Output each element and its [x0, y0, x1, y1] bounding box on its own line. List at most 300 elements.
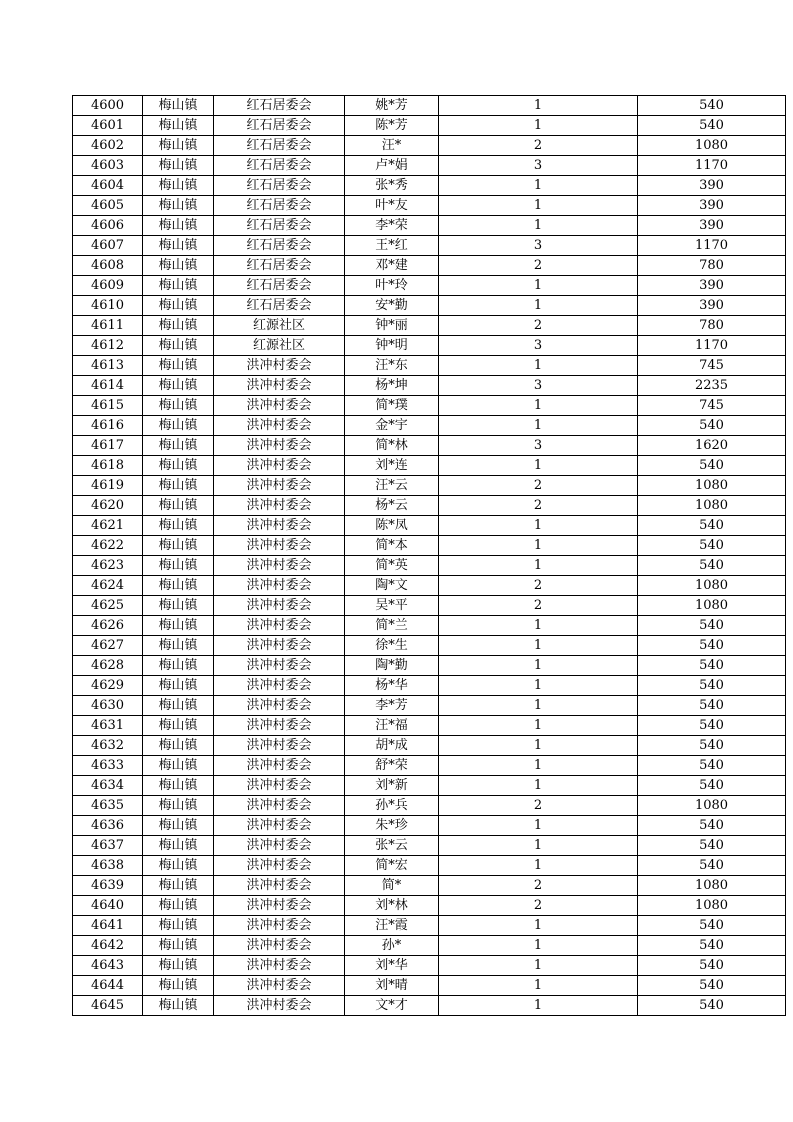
household-count-cell: 1 — [439, 536, 638, 556]
name-cell: 舒*荣 — [345, 756, 439, 776]
name-cell: 张*云 — [345, 836, 439, 856]
amount-cell: 390 — [638, 216, 786, 236]
name-cell: 陶*勤 — [345, 656, 439, 676]
amount-cell: 1080 — [638, 136, 786, 156]
name-cell: 王*红 — [345, 236, 439, 256]
table-row — [73, 416, 786, 436]
table-row — [73, 176, 786, 196]
name-cell: 叶*友 — [345, 196, 439, 216]
serial-number-cell: 4614 — [73, 376, 143, 396]
name-cell: 文*才 — [345, 996, 439, 1016]
serial-number-cell: 4628 — [73, 656, 143, 676]
village-committee-cell: 洪冲村委会 — [214, 896, 345, 916]
amount-cell: 540 — [638, 856, 786, 876]
amount-cell: 540 — [638, 976, 786, 996]
name-cell: 孙* — [345, 936, 439, 956]
serial-number-cell: 4636 — [73, 816, 143, 836]
table-row — [73, 316, 786, 336]
village-committee-cell: 洪冲村委会 — [214, 816, 345, 836]
serial-number-cell: 4634 — [73, 776, 143, 796]
amount-cell: 390 — [638, 176, 786, 196]
amount-cell: 540 — [638, 416, 786, 436]
table-row — [73, 576, 786, 596]
village-committee-cell: 红石居委会 — [214, 216, 345, 236]
amount-cell: 540 — [638, 736, 786, 756]
amount-cell: 390 — [638, 296, 786, 316]
table-row — [73, 956, 786, 976]
serial-number-cell: 4616 — [73, 416, 143, 436]
household-count-cell: 2 — [439, 496, 638, 516]
town-cell: 梅山镇 — [143, 96, 214, 116]
serial-number-cell: 4626 — [73, 616, 143, 636]
name-cell: 汪*云 — [345, 476, 439, 496]
table-row — [73, 536, 786, 556]
village-committee-cell: 洪冲村委会 — [214, 876, 345, 896]
village-committee-cell: 洪冲村委会 — [214, 656, 345, 676]
amount-cell: 390 — [638, 196, 786, 216]
household-count-cell: 1 — [439, 836, 638, 856]
serial-number-cell: 4643 — [73, 956, 143, 976]
household-count-cell: 2 — [439, 136, 638, 156]
name-cell: 叶*玲 — [345, 276, 439, 296]
town-cell: 梅山镇 — [143, 516, 214, 536]
amount-cell: 540 — [638, 656, 786, 676]
name-cell: 简* — [345, 876, 439, 896]
table-row — [73, 376, 786, 396]
serial-number-cell: 4603 — [73, 156, 143, 176]
household-count-cell: 1 — [439, 196, 638, 216]
serial-number-cell: 4605 — [73, 196, 143, 216]
name-cell: 卢*娟 — [345, 156, 439, 176]
table-row — [73, 716, 786, 736]
household-count-cell: 1 — [439, 356, 638, 376]
name-cell: 简*林 — [345, 436, 439, 456]
household-count-cell: 1 — [439, 636, 638, 656]
village-committee-cell: 红石居委会 — [214, 136, 345, 156]
table-row — [73, 556, 786, 576]
household-count-cell: 1 — [439, 296, 638, 316]
town-cell: 梅山镇 — [143, 876, 214, 896]
serial-number-cell: 4635 — [73, 796, 143, 816]
table-row — [73, 736, 786, 756]
town-cell: 梅山镇 — [143, 256, 214, 276]
town-cell: 梅山镇 — [143, 476, 214, 496]
serial-number-cell: 4607 — [73, 236, 143, 256]
household-count-cell: 1 — [439, 856, 638, 876]
serial-number-cell: 4611 — [73, 316, 143, 336]
amount-cell: 540 — [638, 616, 786, 636]
village-committee-cell: 红石居委会 — [214, 96, 345, 116]
village-committee-cell: 洪冲村委会 — [214, 996, 345, 1016]
household-count-cell: 1 — [439, 656, 638, 676]
town-cell: 梅山镇 — [143, 136, 214, 156]
table-row — [73, 916, 786, 936]
serial-number-cell: 4630 — [73, 696, 143, 716]
amount-cell: 540 — [638, 836, 786, 856]
table-row — [73, 476, 786, 496]
household-count-cell: 3 — [439, 156, 638, 176]
village-committee-cell: 洪冲村委会 — [214, 956, 345, 976]
village-committee-cell: 洪冲村委会 — [214, 496, 345, 516]
village-committee-cell: 洪冲村委会 — [214, 376, 345, 396]
amount-cell: 540 — [638, 816, 786, 836]
village-committee-cell: 洪冲村委会 — [214, 476, 345, 496]
table-row — [73, 116, 786, 136]
name-cell: 简*宏 — [345, 856, 439, 876]
table-row — [73, 276, 786, 296]
serial-number-cell: 4618 — [73, 456, 143, 476]
name-cell: 刘*林 — [345, 896, 439, 916]
village-committee-cell: 洪冲村委会 — [214, 596, 345, 616]
town-cell: 梅山镇 — [143, 536, 214, 556]
serial-number-cell: 4608 — [73, 256, 143, 276]
amount-cell: 745 — [638, 396, 786, 416]
table-row — [73, 496, 786, 516]
household-count-cell: 1 — [439, 976, 638, 996]
table-row — [73, 856, 786, 876]
amount-cell: 540 — [638, 776, 786, 796]
serial-number-cell: 4619 — [73, 476, 143, 496]
name-cell: 金*宇 — [345, 416, 439, 436]
household-count-cell: 3 — [439, 336, 638, 356]
town-cell: 梅山镇 — [143, 696, 214, 716]
village-committee-cell: 洪冲村委会 — [214, 736, 345, 756]
village-committee-cell: 洪冲村委会 — [214, 356, 345, 376]
amount-cell: 1080 — [638, 596, 786, 616]
name-cell: 汪*东 — [345, 356, 439, 376]
household-count-cell: 3 — [439, 436, 638, 456]
serial-number-cell: 4637 — [73, 836, 143, 856]
town-cell: 梅山镇 — [143, 196, 214, 216]
name-cell: 简*兰 — [345, 616, 439, 636]
town-cell: 梅山镇 — [143, 916, 214, 936]
village-committee-cell: 红石居委会 — [214, 236, 345, 256]
amount-cell: 1080 — [638, 476, 786, 496]
amount-cell: 1170 — [638, 156, 786, 176]
table-row — [73, 96, 786, 116]
name-cell: 徐*生 — [345, 636, 439, 656]
table-row — [73, 196, 786, 216]
amount-cell: 540 — [638, 516, 786, 536]
village-committee-cell: 洪冲村委会 — [214, 616, 345, 636]
serial-number-cell: 4617 — [73, 436, 143, 456]
table-row — [73, 696, 786, 716]
village-committee-cell: 红石居委会 — [214, 116, 345, 136]
town-cell: 梅山镇 — [143, 936, 214, 956]
town-cell: 梅山镇 — [143, 616, 214, 636]
name-cell: 杨*云 — [345, 496, 439, 516]
household-count-cell: 2 — [439, 316, 638, 336]
amount-cell: 540 — [638, 116, 786, 136]
table-row — [73, 976, 786, 996]
household-count-cell: 1 — [439, 516, 638, 536]
serial-number-cell: 4606 — [73, 216, 143, 236]
name-cell: 汪*福 — [345, 716, 439, 736]
table-row — [73, 596, 786, 616]
serial-number-cell: 4610 — [73, 296, 143, 316]
roster-table-body — [73, 96, 786, 1016]
amount-cell: 1170 — [638, 336, 786, 356]
town-cell: 梅山镇 — [143, 216, 214, 236]
town-cell: 梅山镇 — [143, 116, 214, 136]
town-cell: 梅山镇 — [143, 396, 214, 416]
household-count-cell: 3 — [439, 236, 638, 256]
amount-cell: 1080 — [638, 876, 786, 896]
serial-number-cell: 4641 — [73, 916, 143, 936]
amount-cell: 390 — [638, 276, 786, 296]
village-committee-cell: 洪冲村委会 — [214, 636, 345, 656]
amount-cell: 540 — [638, 696, 786, 716]
town-cell: 梅山镇 — [143, 176, 214, 196]
household-count-cell: 1 — [439, 736, 638, 756]
amount-cell: 1080 — [638, 896, 786, 916]
table-row — [73, 796, 786, 816]
table-row — [73, 936, 786, 956]
household-count-cell: 1 — [439, 676, 638, 696]
town-cell: 梅山镇 — [143, 336, 214, 356]
name-cell: 胡*成 — [345, 736, 439, 756]
serial-number-cell: 4613 — [73, 356, 143, 376]
name-cell: 简*英 — [345, 556, 439, 576]
name-cell: 李*荣 — [345, 216, 439, 236]
table-row — [73, 616, 786, 636]
town-cell: 梅山镇 — [143, 436, 214, 456]
serial-number-cell: 4629 — [73, 676, 143, 696]
town-cell: 梅山镇 — [143, 716, 214, 736]
table-row — [73, 356, 786, 376]
table-row — [73, 436, 786, 456]
table-row — [73, 656, 786, 676]
village-committee-cell: 红石居委会 — [214, 196, 345, 216]
table-row — [73, 236, 786, 256]
amount-cell: 540 — [638, 536, 786, 556]
serial-number-cell: 4620 — [73, 496, 143, 516]
household-count-cell: 1 — [439, 956, 638, 976]
name-cell: 杨*坤 — [345, 376, 439, 396]
household-count-cell: 1 — [439, 556, 638, 576]
village-committee-cell: 洪冲村委会 — [214, 576, 345, 596]
amount-cell: 540 — [638, 936, 786, 956]
town-cell: 梅山镇 — [143, 896, 214, 916]
name-cell: 孙*兵 — [345, 796, 439, 816]
amount-cell: 540 — [638, 556, 786, 576]
serial-number-cell: 4623 — [73, 556, 143, 576]
amount-cell: 540 — [638, 916, 786, 936]
table-row — [73, 296, 786, 316]
amount-cell: 780 — [638, 256, 786, 276]
amount-cell: 1170 — [638, 236, 786, 256]
amount-cell: 540 — [638, 636, 786, 656]
town-cell: 梅山镇 — [143, 656, 214, 676]
table-row — [73, 516, 786, 536]
town-cell: 梅山镇 — [143, 316, 214, 336]
town-cell: 梅山镇 — [143, 956, 214, 976]
table-row — [73, 996, 786, 1016]
village-committee-cell: 洪冲村委会 — [214, 556, 345, 576]
name-cell: 安*勤 — [345, 296, 439, 316]
village-committee-cell: 洪冲村委会 — [214, 516, 345, 536]
household-count-cell: 1 — [439, 616, 638, 636]
serial-number-cell: 4602 — [73, 136, 143, 156]
name-cell: 张*秀 — [345, 176, 439, 196]
town-cell: 梅山镇 — [143, 376, 214, 396]
table-row — [73, 336, 786, 356]
serial-number-cell: 4639 — [73, 876, 143, 896]
amount-cell: 745 — [638, 356, 786, 376]
household-count-cell: 1 — [439, 396, 638, 416]
serial-number-cell: 4645 — [73, 996, 143, 1016]
serial-number-cell: 4640 — [73, 896, 143, 916]
village-committee-cell: 洪冲村委会 — [214, 696, 345, 716]
amount-cell: 540 — [638, 96, 786, 116]
household-count-cell: 3 — [439, 376, 638, 396]
name-cell: 陈*芳 — [345, 116, 439, 136]
household-count-cell: 1 — [439, 776, 638, 796]
town-cell: 梅山镇 — [143, 416, 214, 436]
household-count-cell: 1 — [439, 176, 638, 196]
table-row — [73, 756, 786, 776]
table-row — [73, 836, 786, 856]
amount-cell: 1620 — [638, 436, 786, 456]
table-row — [73, 136, 786, 156]
town-cell: 梅山镇 — [143, 356, 214, 376]
village-committee-cell: 洪冲村委会 — [214, 856, 345, 876]
table-row — [73, 396, 786, 416]
amount-cell: 1080 — [638, 496, 786, 516]
serial-number-cell: 4615 — [73, 396, 143, 416]
village-committee-cell: 洪冲村委会 — [214, 756, 345, 776]
serial-number-cell: 4600 — [73, 96, 143, 116]
name-cell: 刘*晴 — [345, 976, 439, 996]
household-count-cell: 1 — [439, 716, 638, 736]
name-cell: 杨*华 — [345, 676, 439, 696]
household-count-cell: 2 — [439, 476, 638, 496]
town-cell: 梅山镇 — [143, 676, 214, 696]
amount-cell: 540 — [638, 716, 786, 736]
serial-number-cell: 4632 — [73, 736, 143, 756]
table-row — [73, 156, 786, 176]
serial-number-cell: 4642 — [73, 936, 143, 956]
household-count-cell: 2 — [439, 896, 638, 916]
name-cell: 钟*明 — [345, 336, 439, 356]
amount-cell: 540 — [638, 956, 786, 976]
household-count-cell: 1 — [439, 116, 638, 136]
amount-cell: 540 — [638, 456, 786, 476]
name-cell: 刘*连 — [345, 456, 439, 476]
town-cell: 梅山镇 — [143, 856, 214, 876]
town-cell: 梅山镇 — [143, 816, 214, 836]
name-cell: 姚*芳 — [345, 96, 439, 116]
household-count-cell: 2 — [439, 256, 638, 276]
village-committee-cell: 洪冲村委会 — [214, 416, 345, 436]
town-cell: 梅山镇 — [143, 836, 214, 856]
town-cell: 梅山镇 — [143, 756, 214, 776]
town-cell: 梅山镇 — [143, 776, 214, 796]
amount-cell: 540 — [638, 756, 786, 776]
village-committee-cell: 红石居委会 — [214, 276, 345, 296]
amount-cell: 540 — [638, 996, 786, 1016]
amount-cell: 2235 — [638, 376, 786, 396]
village-committee-cell: 洪冲村委会 — [214, 796, 345, 816]
household-count-cell: 1 — [439, 936, 638, 956]
roster-table — [72, 95, 786, 1016]
serial-number-cell: 4609 — [73, 276, 143, 296]
village-committee-cell: 红石居委会 — [214, 296, 345, 316]
name-cell: 朱*珍 — [345, 816, 439, 836]
serial-number-cell: 4644 — [73, 976, 143, 996]
village-committee-cell: 红石居委会 — [214, 156, 345, 176]
town-cell: 梅山镇 — [143, 496, 214, 516]
amount-cell: 540 — [638, 676, 786, 696]
household-count-cell: 1 — [439, 756, 638, 776]
village-committee-cell: 红源社区 — [214, 316, 345, 336]
town-cell: 梅山镇 — [143, 276, 214, 296]
town-cell: 梅山镇 — [143, 556, 214, 576]
town-cell: 梅山镇 — [143, 736, 214, 756]
name-cell: 陶*文 — [345, 576, 439, 596]
town-cell: 梅山镇 — [143, 796, 214, 816]
village-committee-cell: 洪冲村委会 — [214, 716, 345, 736]
household-count-cell: 1 — [439, 916, 638, 936]
table-row — [73, 216, 786, 236]
serial-number-cell: 4612 — [73, 336, 143, 356]
village-committee-cell: 洪冲村委会 — [214, 776, 345, 796]
household-count-cell: 1 — [439, 996, 638, 1016]
household-count-cell: 1 — [439, 816, 638, 836]
serial-number-cell: 4621 — [73, 516, 143, 536]
name-cell: 邓*建 — [345, 256, 439, 276]
town-cell: 梅山镇 — [143, 636, 214, 656]
town-cell: 梅山镇 — [143, 236, 214, 256]
town-cell: 梅山镇 — [143, 576, 214, 596]
household-count-cell: 1 — [439, 216, 638, 236]
household-count-cell: 2 — [439, 576, 638, 596]
name-cell: 简*璞 — [345, 396, 439, 416]
name-cell: 钟*丽 — [345, 316, 439, 336]
amount-cell: 1080 — [638, 576, 786, 596]
serial-number-cell: 4625 — [73, 596, 143, 616]
town-cell: 梅山镇 — [143, 456, 214, 476]
town-cell: 梅山镇 — [143, 596, 214, 616]
village-committee-cell: 红源社区 — [214, 336, 345, 356]
table-row — [73, 256, 786, 276]
table-row — [73, 776, 786, 796]
village-committee-cell: 洪冲村委会 — [214, 976, 345, 996]
village-committee-cell: 红石居委会 — [214, 176, 345, 196]
amount-cell: 1080 — [638, 796, 786, 816]
household-count-cell: 2 — [439, 876, 638, 896]
town-cell: 梅山镇 — [143, 996, 214, 1016]
name-cell: 汪* — [345, 136, 439, 156]
village-committee-cell: 洪冲村委会 — [214, 536, 345, 556]
table-row — [73, 896, 786, 916]
village-committee-cell: 洪冲村委会 — [214, 836, 345, 856]
name-cell: 刘*华 — [345, 956, 439, 976]
household-count-cell: 1 — [439, 696, 638, 716]
village-committee-cell: 洪冲村委会 — [214, 916, 345, 936]
town-cell: 梅山镇 — [143, 976, 214, 996]
village-committee-cell: 洪冲村委会 — [214, 936, 345, 956]
table-row — [73, 676, 786, 696]
town-cell: 梅山镇 — [143, 296, 214, 316]
serial-number-cell: 4638 — [73, 856, 143, 876]
serial-number-cell: 4633 — [73, 756, 143, 776]
name-cell: 李*芳 — [345, 696, 439, 716]
serial-number-cell: 4604 — [73, 176, 143, 196]
serial-number-cell: 4624 — [73, 576, 143, 596]
name-cell: 简*本 — [345, 536, 439, 556]
name-cell: 刘*新 — [345, 776, 439, 796]
